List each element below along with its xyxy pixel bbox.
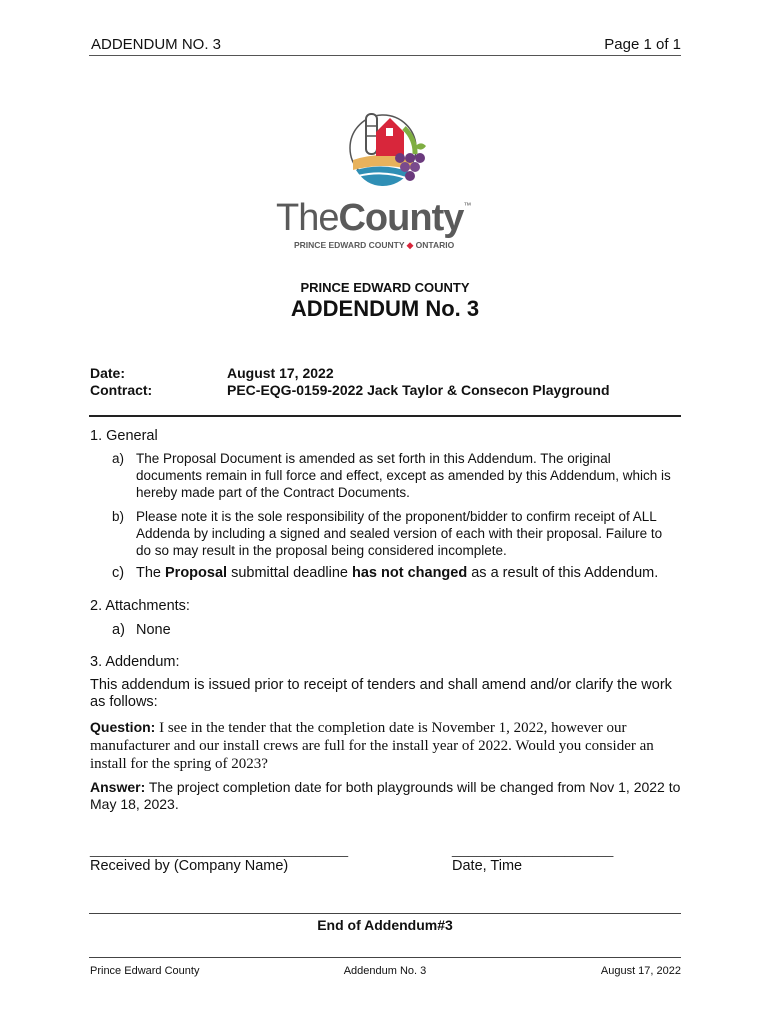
answer-text: The project completion date for both playgrounds will be changed from Nov 1, 2022 to May 18, 2023. [90, 779, 681, 812]
item-label: b) [112, 509, 125, 524]
footer-center: Addendum No. 3 [343, 965, 427, 977]
end-divider-bottom [89, 957, 681, 958]
header-title: ADDENDUM NO. 3 [91, 36, 222, 53]
end-divider-top [89, 913, 681, 914]
logo-wordmark-county: County [338, 197, 464, 239]
question-text: I see in the tender that the completion date is November 1, 2022, however our manufacturer and our install crews are full for the install year of 2022. Would you consider an install for the spring of 2023? [90, 720, 654, 772]
date-signature-label: Date, Time [452, 858, 523, 874]
answer-label: Answer: [90, 779, 146, 795]
item-text: None [136, 622, 171, 638]
item-label: a) [112, 622, 125, 638]
item-text: The Proposal Document is amended as set forth in this Addendum. The original documents remain in full force and effect, except as amended by this Addendum, which is hereby made part of the Contract Documents. [136, 451, 671, 500]
county-logo [276, 100, 494, 252]
item-text: Please note it is the sole responsibility of the proponent/bidder to confirm receipt of ALL Addenda by including a signed and sealed version of each with their proposal. Failure to do so may result in the proposal being considered incomplete. [136, 509, 663, 558]
footer-right: August 17, 2022 [600, 965, 681, 977]
company-signature-line: ________________________________ [90, 842, 349, 858]
end-of-addendum: End of Addendum#3 [317, 917, 453, 933]
svg-text:TheCounty™ [276, 197, 471, 239]
contract-label: Contract: [90, 382, 153, 398]
date-label: Date: [90, 365, 126, 381]
company-signature-label: Received by (Company Name) [90, 858, 289, 874]
page-number: Page 1 of 1 [604, 36, 681, 53]
list-item [112, 450, 678, 501]
header-divider [89, 55, 681, 56]
logo-trademark: ™ [463, 201, 471, 210]
list-item [112, 508, 678, 559]
section-divider [89, 415, 681, 417]
date-signature-line: ____________________ [452, 842, 614, 858]
item-label: a) [112, 451, 125, 466]
section-addendum-heading: 3. Addendum: [90, 654, 180, 670]
section-general-heading: 1. General [90, 428, 158, 444]
organization-name: PRINCE EDWARD COUNTY [300, 280, 470, 295]
answer-paragraph [90, 779, 682, 812]
question-paragraph [90, 718, 682, 773]
county-logo-mark [276, 100, 494, 252]
logo-wordmark-the: The [276, 197, 339, 239]
date-value: August 17, 2022 [227, 365, 334, 381]
item-text: The Proposal submittal deadline has not changed as a result of this Addendum. [136, 565, 659, 581]
question-label: Question: [90, 719, 156, 735]
contract-value: PEC-EQG-0159-2022 Jack Taylor & Consecon Playground [227, 382, 610, 398]
item-label: c) [112, 565, 125, 581]
section-attachments-heading: 2. Attachments: [90, 598, 190, 614]
logo-diamond-icon: ◆ [406, 240, 414, 250]
list-item [112, 565, 678, 582]
addendum-intro: This addendum is issued prior to receipt of tenders and shall amend and/or clarify the work as follows: [90, 677, 672, 710]
document-title: ADDENDUM No. 3 [290, 296, 480, 321]
logo-subtitle-county: PRINCE EDWARD COUNTY [294, 240, 405, 250]
footer-left: Prince Edward County [90, 965, 200, 977]
svg-text:PRINCE EDWARD COUNTY ◆ [294, 240, 455, 250]
list-item [112, 622, 678, 639]
logo-subtitle-province: ONTARIO [415, 240, 455, 250]
